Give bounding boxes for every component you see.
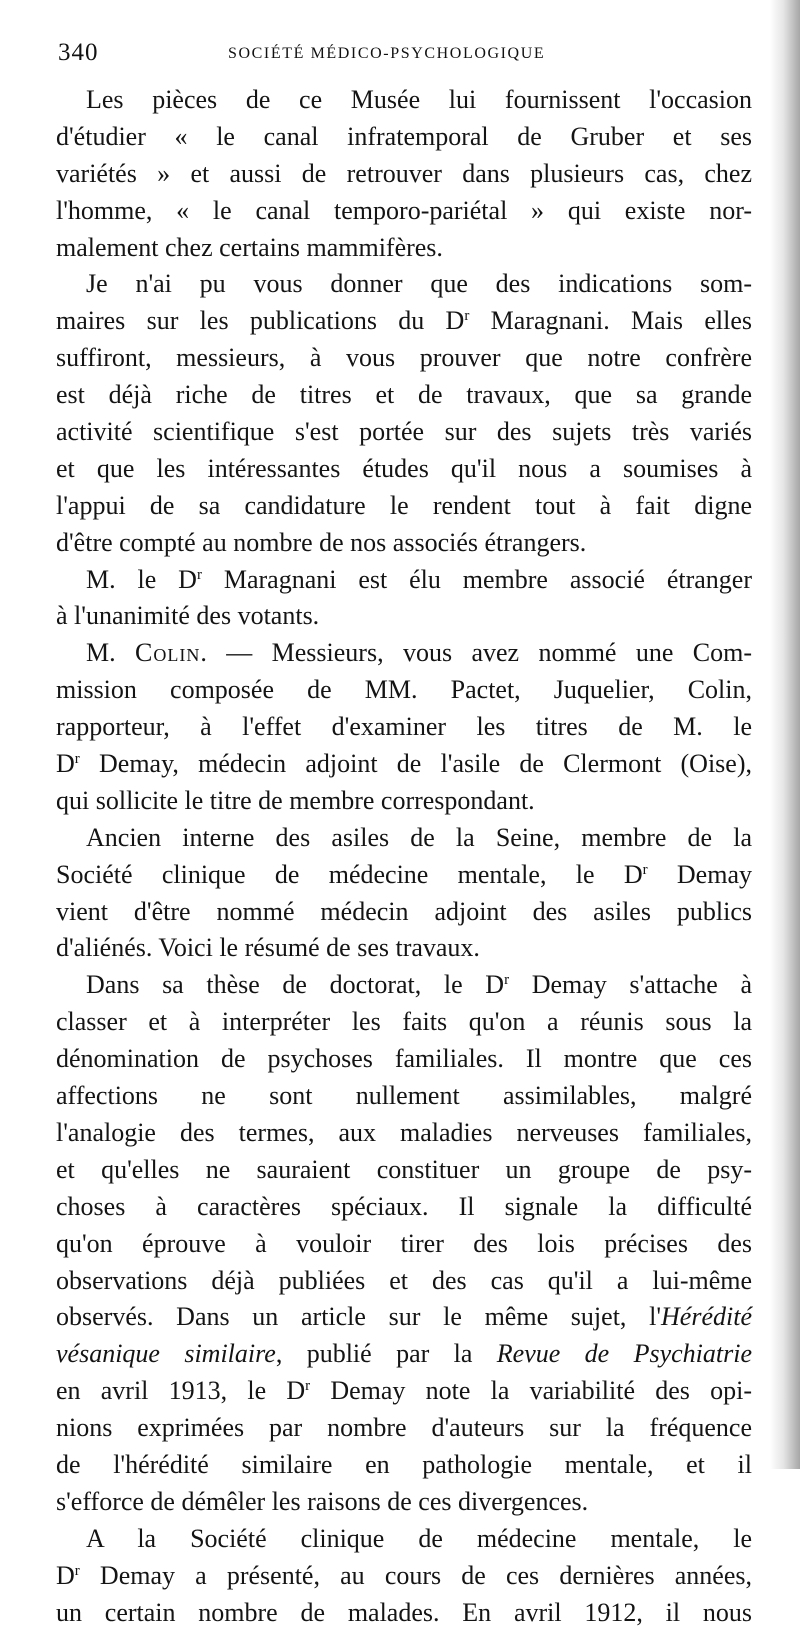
superscript: r bbox=[196, 566, 202, 583]
text-line bbox=[56, 857, 752, 894]
text-line bbox=[56, 1299, 752, 1336]
text-line: classer et à interpréter les faits qu'on a réunis sous la bbox=[56, 1007, 752, 1037]
text-run: Demay s'attache à bbox=[509, 970, 753, 1000]
text-line: nions exprimées par nombre d'auteurs sur la fréquence bbox=[56, 1413, 752, 1443]
text-line: activité scientifique s'est portée sur des sujets très variés bbox=[56, 417, 752, 447]
text-run: Dans sa thèse de doctorat, le D bbox=[86, 970, 505, 1000]
text-line: d'étudier « le canal infratemporal de Gruber et ses bbox=[56, 121, 752, 151]
text-line: d'être compté au nombre de nos associés étrangers. bbox=[56, 527, 587, 557]
italic-title: Hérédité bbox=[661, 1302, 752, 1332]
text-run: M. bbox=[86, 638, 136, 668]
speaker-name: Colin bbox=[135, 638, 201, 668]
text-line: un certain nombre de malades. En avril 1912, il nous bbox=[56, 1597, 752, 1627]
text-line: Les pièces de ce Musée lui fournissent l'occasion bbox=[86, 85, 752, 114]
text-line: de l'hérédité similaire en pathologie mentale, et il bbox=[56, 1449, 752, 1479]
text-run: D bbox=[56, 749, 75, 779]
text-line: et qu'elles ne sauraient constituer un groupe de psy- bbox=[56, 1154, 752, 1184]
superscript: r bbox=[504, 972, 510, 989]
text-run: maires sur les publications du D bbox=[56, 306, 465, 336]
text-line: est déjà riche de titres et de travaux, que sa grande bbox=[56, 380, 752, 410]
text-line: variétés » et aussi de retrouver dans plusieurs cas, chez bbox=[56, 158, 752, 188]
text-line: A la Société clinique de médecine mentale, le bbox=[86, 1523, 752, 1553]
text-line: dénomination de psychoses familiales. Il montre que ces bbox=[56, 1044, 752, 1074]
text-run: Demay a présenté, au cours de ces dernières années, bbox=[79, 1560, 752, 1590]
text-run: . — Messieurs, vous avez nommé une Com- bbox=[200, 638, 752, 668]
running-head: SOCIÉTÉ MÉDICO-PSYCHOLOGIQUE bbox=[228, 45, 546, 62]
text-run: Demay bbox=[647, 859, 752, 889]
text-run: , publié par la bbox=[275, 1339, 497, 1369]
text-run: observés. Dans un article sur le même sujet, l' bbox=[56, 1302, 662, 1332]
text-run: Demay, médecin adjoint de l'asile de Clermont (Oise), bbox=[79, 749, 752, 779]
superscript: r bbox=[74, 751, 80, 768]
text-line: s'efforce de démêler les raisons de ces divergences. bbox=[56, 1486, 589, 1516]
superscript: r bbox=[642, 861, 648, 878]
superscript: r bbox=[464, 308, 470, 325]
text-line: rapporteur, à l'effet d'examiner les titres de M. le bbox=[56, 712, 752, 742]
text-line: qui sollicite le titre de membre correspondant. bbox=[56, 785, 535, 815]
text-line: qu'on éprouve à vouloir tirer des lois précises des bbox=[56, 1228, 752, 1258]
superscript: r bbox=[74, 1562, 80, 1579]
text-line: l'appui de sa candidature le rendent tout à fait digne bbox=[56, 490, 752, 520]
text-run: M. le D bbox=[86, 564, 197, 594]
superscript: r bbox=[305, 1378, 311, 1395]
page-edge-shadow bbox=[770, 0, 800, 1469]
text-line bbox=[56, 1336, 752, 1373]
text-line: à l'unanimité des votants. bbox=[56, 601, 320, 631]
text-line: d'aliénés. Voici le résumé de ses travaux. bbox=[56, 933, 480, 963]
text-line: observations déjà publiées et des cas qu'il a lui-même bbox=[56, 1265, 752, 1295]
text-line: choses à caractères spéciaux. Il signale la difficulté bbox=[56, 1191, 752, 1221]
text-line: l'homme, « le canal temporo-pariétal » qui existe nor- bbox=[56, 195, 752, 225]
text-line: malement chez certains mammifères. bbox=[56, 232, 443, 262]
text-run: Maragnani est élu membre associé étranger bbox=[201, 564, 752, 594]
page-number: 340 bbox=[58, 39, 99, 66]
text-run: Demay note la variabilité des opi- bbox=[310, 1376, 753, 1406]
text-line: vient d'être nommé médecin adjoint des asiles publics bbox=[56, 896, 752, 926]
page-header bbox=[0, 30, 800, 80]
text-run: D bbox=[56, 1560, 75, 1590]
text-line bbox=[56, 967, 752, 1004]
text-line bbox=[56, 635, 752, 672]
text-run: Maragnani. Mais elles bbox=[469, 306, 752, 336]
text-line bbox=[56, 1373, 752, 1410]
text-run: en avril 1913, le D bbox=[56, 1376, 306, 1406]
text-line: l'analogie des termes, aux maladies nerveuses familiales, bbox=[56, 1117, 752, 1147]
page-body bbox=[56, 82, 752, 1631]
text-line: affections ne sont nullement assimilables, malgré bbox=[56, 1081, 752, 1111]
italic-title: vésanique similaire bbox=[56, 1339, 276, 1369]
text-line: mission composée de MM. Pactet, Juquelier, Colin, bbox=[56, 675, 752, 705]
text-run: Société clinique de médecine mentale, le D bbox=[56, 859, 643, 889]
text-line bbox=[56, 303, 752, 340]
text-line bbox=[56, 1558, 752, 1595]
text-line: Ancien interne des asiles de la Seine, membre de la bbox=[86, 822, 752, 852]
text-line: Je n'ai pu vous donner que des indications som- bbox=[86, 269, 752, 299]
text-line: suffiront, messieurs, à vous prouver que notre confrère bbox=[56, 343, 752, 373]
text-line bbox=[56, 562, 752, 599]
text-line: et que les intéressantes études qu'il nous a soumises à bbox=[56, 453, 752, 483]
text-line bbox=[56, 746, 752, 783]
journal-title: Revue de Psychiatrie bbox=[496, 1339, 753, 1369]
